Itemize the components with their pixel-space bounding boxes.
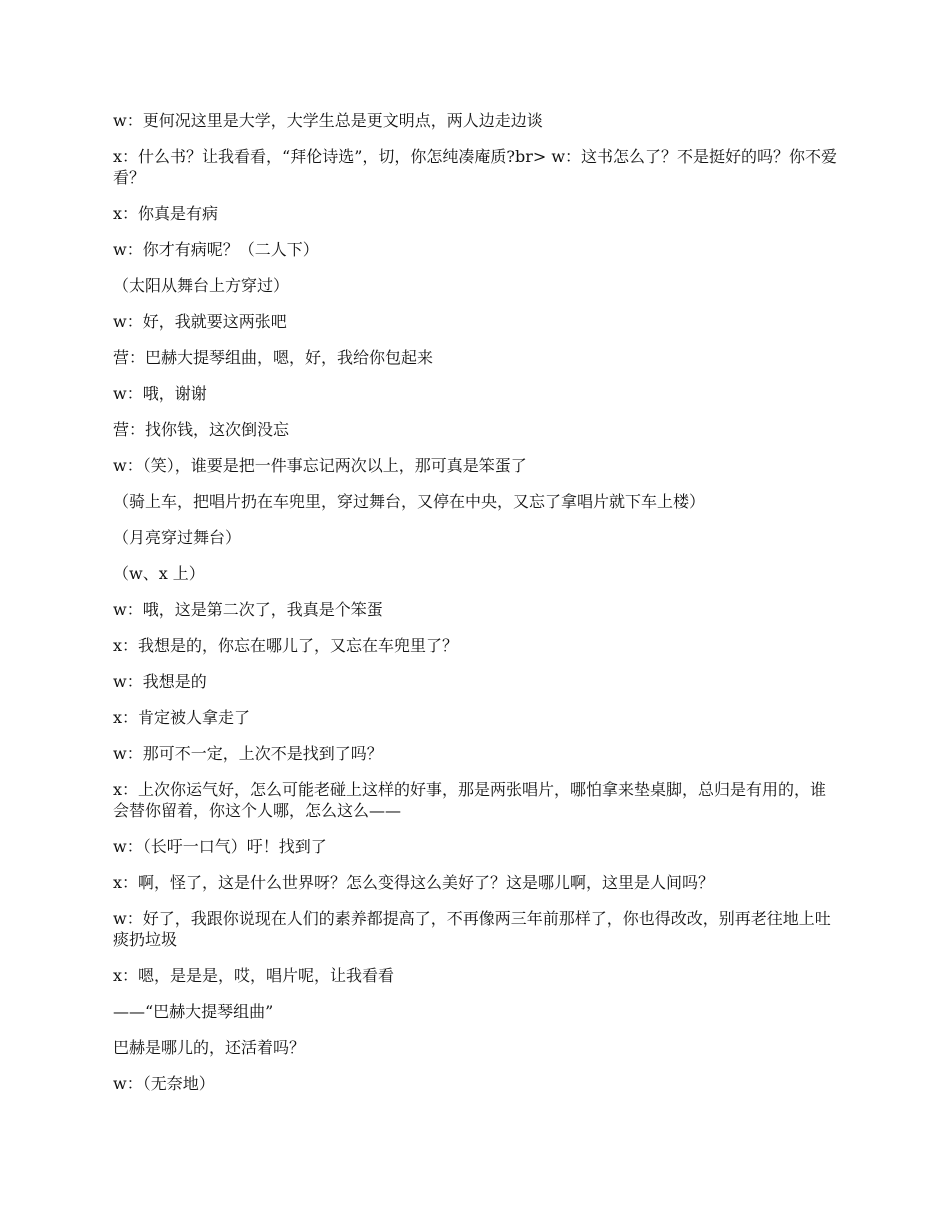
paragraph-11: （骑上车，把唱片扔在车兜里，穿过舞台，又停在中央，又忘了拿唱片就下车上楼） bbox=[113, 492, 706, 511]
paragraph-23: x：嗯，是是是，哎，唱片呢，让我看看 bbox=[113, 966, 395, 985]
paragraph-15: x：我想是的，你忘在哪儿了，又忘在车兜里了？ bbox=[113, 636, 459, 655]
script-text-body bbox=[113, 110, 838, 1109]
paragraph-21: x：啊，怪了，这是什么世界呀？怎么变得这么美好了？这是哪儿啊，这里是人间吗？ bbox=[113, 873, 715, 892]
paragraph-14: w：哦，这是第二次了，我真是个笨蛋 bbox=[113, 600, 383, 619]
paragraph-13: （w、x 上） bbox=[113, 564, 205, 583]
paragraph-1: w：更何况这里是大学，大学生总是更文明点，两人边走边谈 bbox=[113, 111, 543, 130]
paragraph-17: x：肯定被人拿走了 bbox=[113, 708, 251, 727]
paragraph-7: 营：巴赫大提琴组曲，嗯，好，我给你包起来 bbox=[113, 348, 434, 367]
paragraph-20: w：（长吁一口气）吁！找到了 bbox=[113, 837, 327, 856]
paragraph-24: ——“巴赫大提琴组曲” bbox=[113, 1002, 274, 1021]
paragraph-9: 营：找你钱，这次倒没忘 bbox=[113, 420, 290, 439]
paragraph-8: w：哦，谢谢 bbox=[113, 384, 207, 403]
paragraph-16: w：我想是的 bbox=[113, 672, 207, 691]
paragraph-12: （月亮穿过舞台） bbox=[113, 528, 242, 547]
paragraph-3: x：你真是有病 bbox=[113, 204, 219, 223]
paragraph-18: w：那可不一定，上次不是找到了吗？ bbox=[113, 744, 383, 763]
paragraph-10: w：（笑），谁要是把一件事忘记两次以上，那可真是笨蛋了 bbox=[113, 456, 527, 475]
paragraph-6: w：好，我就要这两张吧 bbox=[113, 312, 287, 331]
paragraph-5: （太阳从舞台上方穿过） bbox=[113, 276, 290, 295]
paragraph-26: w：（无奈地） bbox=[113, 1074, 215, 1093]
paragraph-25: 巴赫是哪儿的，还活着吗？ bbox=[113, 1038, 306, 1057]
paragraph-2: x：什么书？让我看看，“拜伦诗选”，切，你怎纯凑庵质?br> w：这书怎么了？不是挺好的吗？你不爱看？ bbox=[113, 147, 838, 187]
paragraph-22: w：好了，我跟你说现在人们的素养都提高了，不再像两三年前那样了，你也得改改，别再老往地上吐痰扔垃圾 bbox=[113, 909, 831, 949]
paragraph-4: w：你才有病呢？（二人下） bbox=[113, 240, 319, 259]
paragraph-19: x：上次你运气好，怎么可能老碰上这样的好事，那是两张唱片，哪怕拿来垫桌脚，总归是有用的，谁会替你留着，你这个人哪，怎么这么—— bbox=[113, 780, 827, 820]
